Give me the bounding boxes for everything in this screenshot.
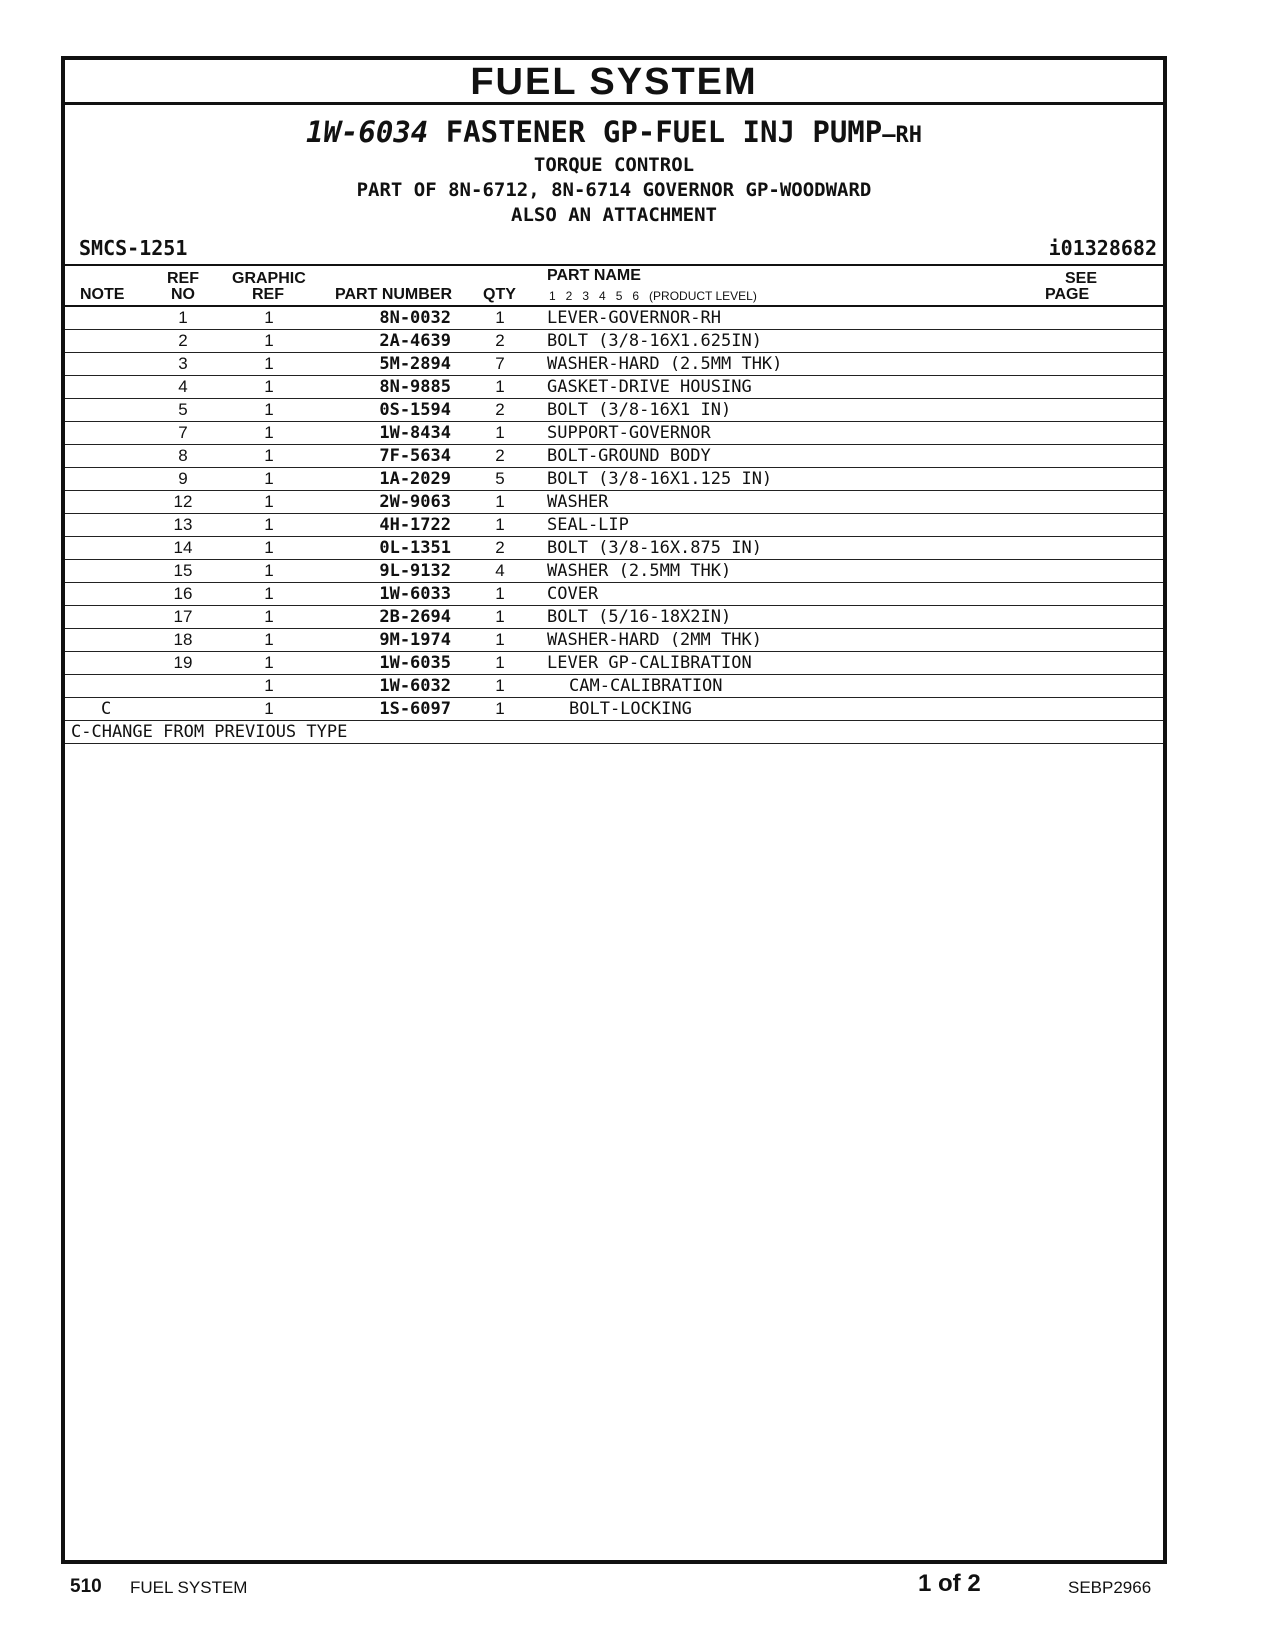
part-name-cell: WASHER-HARD (2.5MM THK) bbox=[547, 354, 783, 374]
table-row bbox=[65, 652, 1163, 675]
table-row bbox=[65, 606, 1163, 629]
ref-no-cell: 15 bbox=[173, 561, 193, 580]
group-line-2: PART OF 8N-6712, 8N-6714 GOVERNOR GP-WOODWARD bbox=[356, 179, 872, 201]
page-number: 510 bbox=[70, 1576, 102, 1597]
part-name-cell: COVER bbox=[547, 584, 599, 604]
part-number-cell: 1W-6035 bbox=[379, 653, 451, 673]
graphic-ref-cell: 1 bbox=[264, 377, 274, 396]
smcs-code: SMCS-1251 bbox=[79, 236, 188, 260]
table-row bbox=[65, 698, 1163, 721]
ref-no-cell: 5 bbox=[178, 400, 188, 419]
graphic-ref-cell: 1 bbox=[264, 354, 274, 373]
table-row bbox=[65, 353, 1163, 376]
part-number-cell: 9L-9132 bbox=[379, 561, 451, 581]
group-name: FASTENER GP-FUEL INJ PUMP bbox=[445, 115, 883, 149]
qty-cell: 1 bbox=[495, 676, 505, 695]
qty-cell: 2 bbox=[495, 446, 505, 465]
part-number-cell: 0L-1351 bbox=[379, 538, 451, 558]
ref-no-cell: 9 bbox=[178, 469, 188, 488]
graphic-ref-cell: 1 bbox=[264, 653, 274, 672]
part-number-cell: 1W-6032 bbox=[379, 676, 451, 696]
header-graphic-ref-1: GRAPHIC bbox=[232, 270, 306, 287]
graphic-ref-cell: 1 bbox=[264, 561, 274, 580]
graphic-ref-cell: 1 bbox=[264, 308, 274, 327]
qty-cell: 1 bbox=[495, 492, 505, 511]
table-row bbox=[65, 399, 1163, 422]
ref-no-cell: 4 bbox=[178, 377, 188, 396]
part-number-cell: 2B-2694 bbox=[379, 607, 451, 627]
qty-cell: 1 bbox=[495, 584, 505, 603]
table-row bbox=[65, 675, 1163, 698]
ref-no-cell: 2 bbox=[178, 331, 188, 350]
part-name-cell: BOLT (3/8-16X1.625IN) bbox=[547, 331, 762, 351]
part-name-cell: WASHER (2.5MM THK) bbox=[547, 561, 732, 581]
table-row bbox=[65, 330, 1163, 353]
graphic-ref-cell: 1 bbox=[264, 515, 274, 534]
part-number-cell: 7F-5634 bbox=[379, 446, 451, 466]
part-name-cell: BOLT (5/16-18X2IN) bbox=[547, 607, 732, 627]
ref-no-cell: 16 bbox=[173, 584, 193, 603]
part-number-cell: 8N-0032 bbox=[379, 308, 451, 328]
table-row bbox=[65, 307, 1163, 330]
table-row bbox=[65, 560, 1163, 583]
qty-cell: 1 bbox=[495, 515, 505, 534]
qty-cell: 1 bbox=[495, 699, 505, 718]
page-frame bbox=[61, 56, 1167, 1564]
parts-table-body bbox=[65, 307, 1163, 721]
section-title: FUEL SYSTEM bbox=[65, 60, 1163, 105]
part-number-cell: 1W-6033 bbox=[379, 584, 451, 604]
part-name-cell: WASHER-HARD (2MM THK) bbox=[547, 630, 762, 650]
table-row bbox=[65, 376, 1163, 399]
note-cell: C bbox=[101, 699, 112, 719]
table-row bbox=[65, 537, 1163, 560]
graphic-ref-cell: 1 bbox=[264, 699, 274, 718]
part-number-cell: 8N-9885 bbox=[379, 377, 451, 397]
graphic-ref-cell: 1 bbox=[264, 423, 274, 442]
table-row bbox=[65, 445, 1163, 468]
part-number-cell: 2W-9063 bbox=[379, 492, 451, 512]
ref-no-cell: 17 bbox=[173, 607, 193, 626]
graphic-ref-cell: 1 bbox=[264, 400, 274, 419]
part-number-cell: 2A-4639 bbox=[379, 331, 451, 351]
ref-no-cell: 19 bbox=[173, 653, 193, 672]
part-number-cell: 5M-2894 bbox=[379, 354, 451, 374]
ref-no-cell: 13 bbox=[173, 515, 193, 534]
header-product-level: 1 2 3 4 5 6 (PRODUCT LEVEL) bbox=[549, 289, 757, 303]
part-name-cell: CAM-CALIBRATION bbox=[569, 676, 723, 696]
qty-cell: 1 bbox=[495, 607, 505, 626]
group-line-3: ALSO AN ATTACHMENT bbox=[511, 204, 717, 226]
qty-cell: 1 bbox=[495, 653, 505, 672]
ref-no-cell: 7 bbox=[178, 423, 188, 442]
graphic-ref-cell: 1 bbox=[264, 469, 274, 488]
part-number-cell: 9M-1974 bbox=[379, 630, 451, 650]
reference-row bbox=[65, 234, 1163, 266]
part-number-cell: 1S-6097 bbox=[379, 699, 451, 719]
part-name-cell: BOLT-LOCKING bbox=[569, 699, 692, 719]
illustration-id: i01328682 bbox=[1048, 236, 1157, 260]
footnote-text: C-CHANGE FROM PREVIOUS TYPE bbox=[71, 722, 348, 742]
qty-cell: 2 bbox=[495, 538, 505, 557]
qty-cell: 1 bbox=[495, 423, 505, 442]
group-line-1: TORQUE CONTROL bbox=[533, 154, 695, 176]
part-name-cell: BOLT (3/8-16X1.125 IN) bbox=[547, 469, 773, 489]
part-name-cell: LEVER-GOVERNOR-RH bbox=[547, 308, 721, 328]
footer-section: FUEL SYSTEM bbox=[130, 1578, 248, 1597]
table-row bbox=[65, 583, 1163, 606]
ref-no-cell: 18 bbox=[173, 630, 193, 649]
part-name-cell: WASHER bbox=[547, 492, 609, 512]
graphic-ref-cell: 1 bbox=[264, 446, 274, 465]
qty-cell: 5 bbox=[495, 469, 505, 488]
qty-cell: 2 bbox=[495, 331, 505, 350]
group-part-number: 1W-6034 bbox=[306, 115, 429, 149]
part-number-cell: 4H-1722 bbox=[379, 515, 451, 535]
header-note: NOTE bbox=[80, 286, 125, 303]
group-title bbox=[65, 115, 1163, 153]
part-number-cell: 1A-2029 bbox=[379, 469, 451, 489]
header-see-page-2: PAGE bbox=[1045, 286, 1090, 303]
part-name-cell: SEAL-LIP bbox=[547, 515, 629, 535]
part-name-cell: BOLT-GROUND BODY bbox=[547, 446, 711, 466]
ref-no-cell: 1 bbox=[178, 308, 188, 327]
table-row bbox=[65, 514, 1163, 537]
qty-cell: 2 bbox=[495, 400, 505, 419]
header-graphic-ref-2: REF bbox=[252, 286, 284, 303]
page-of: 1 of 2 bbox=[918, 1570, 981, 1597]
header-part-number: PART NUMBER bbox=[335, 286, 453, 303]
table-row bbox=[65, 468, 1163, 491]
qty-cell: 4 bbox=[495, 561, 505, 580]
header-ref-no-1: REF bbox=[167, 270, 199, 287]
part-name-cell: SUPPORT-GOVERNOR bbox=[547, 423, 711, 443]
qty-cell: 1 bbox=[495, 630, 505, 649]
header-ref-no-2: NO bbox=[171, 286, 195, 303]
part-name-cell: BOLT (3/8-16X1 IN) bbox=[547, 400, 732, 420]
ref-no-cell: 14 bbox=[173, 538, 193, 557]
qty-cell: 1 bbox=[495, 308, 505, 327]
qty-cell: 7 bbox=[495, 354, 505, 373]
ref-no-cell: 8 bbox=[178, 446, 188, 465]
header-part-name: PART NAME bbox=[547, 267, 641, 284]
graphic-ref-cell: 1 bbox=[264, 331, 274, 350]
part-name-cell: GASKET-DRIVE HOUSING bbox=[547, 377, 752, 397]
part-name-cell: LEVER GP-CALIBRATION bbox=[547, 653, 752, 673]
part-number-cell: 1W-8434 bbox=[379, 423, 451, 443]
page-footer bbox=[0, 1566, 1275, 1606]
header-see-page-1: SEE bbox=[1065, 270, 1098, 287]
qty-cell: 1 bbox=[495, 377, 505, 396]
graphic-ref-cell: 1 bbox=[264, 630, 274, 649]
footnote bbox=[65, 721, 1163, 744]
ref-no-cell: 3 bbox=[178, 354, 188, 373]
graphic-ref-cell: 1 bbox=[264, 584, 274, 603]
ref-no-cell: 12 bbox=[173, 492, 193, 511]
group-suffix: —RH bbox=[882, 123, 922, 148]
part-number-cell: 0S-1594 bbox=[379, 400, 451, 420]
table-header bbox=[65, 266, 1163, 307]
graphic-ref-cell: 1 bbox=[264, 538, 274, 557]
doc-id: SEBP2966 bbox=[1068, 1578, 1152, 1597]
table-row bbox=[65, 491, 1163, 514]
table-row bbox=[65, 629, 1163, 652]
header-qty: QTY bbox=[483, 286, 516, 303]
part-name-cell: BOLT (3/8-16X.875 IN) bbox=[547, 538, 762, 558]
graphic-ref-cell: 1 bbox=[264, 607, 274, 626]
group-header bbox=[65, 115, 1163, 228]
graphic-ref-cell: 1 bbox=[264, 492, 274, 511]
graphic-ref-cell: 1 bbox=[264, 676, 274, 695]
table-row bbox=[65, 422, 1163, 445]
